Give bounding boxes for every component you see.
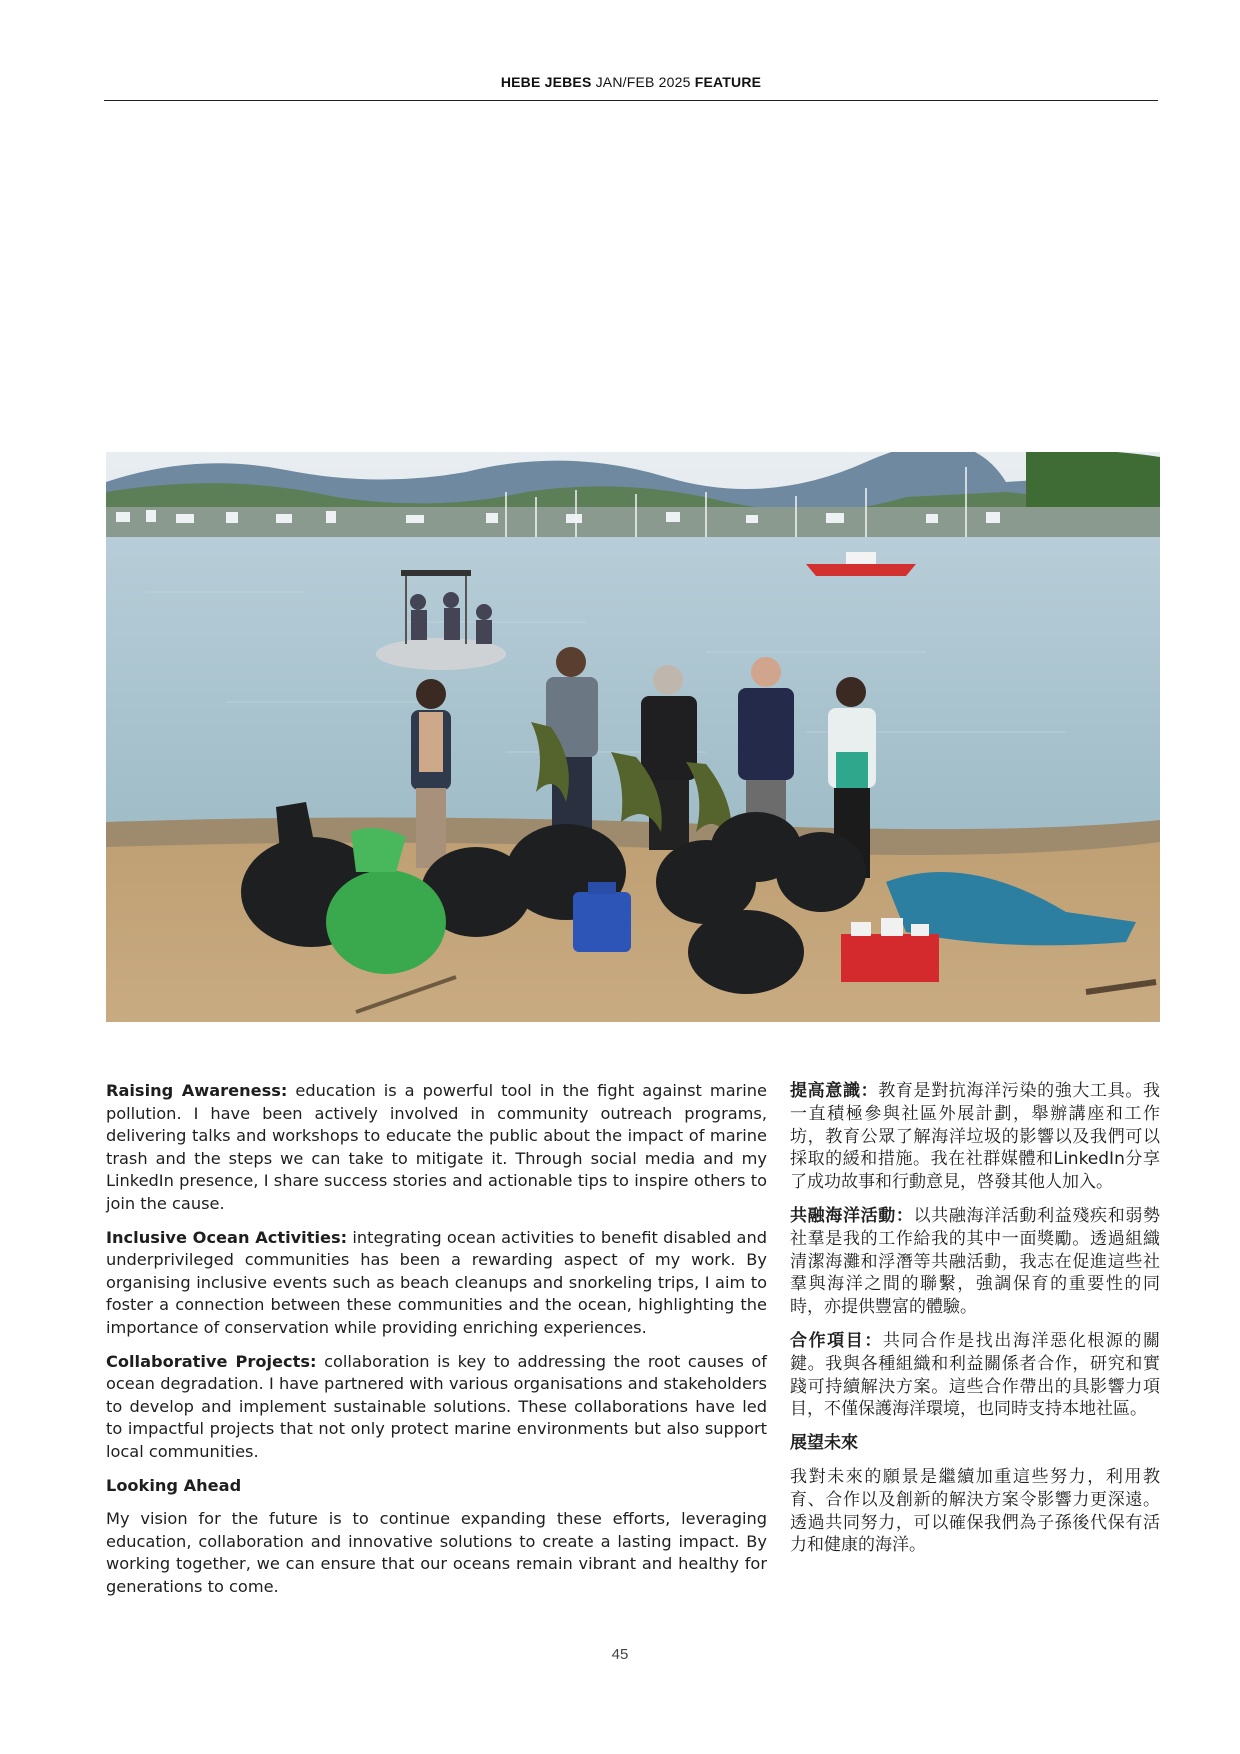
beach-cleanup-photo-icon	[106, 452, 1160, 1022]
lead-collaborative-projects: Collaborative Projects:	[106, 1351, 317, 1371]
paragraph-collaborative-projects	[106, 1351, 767, 1464]
section-name: FEATURE	[694, 74, 762, 90]
lead-zh-inclusive: 共融海洋活動：	[790, 1205, 914, 1226]
lead-zh-awareness: 提高意識：	[790, 1081, 879, 1101]
paragraph-looking-ahead: My vision for the future is to continue expanding these efforts, leveraging education, collaboration and innovative solutions to create a lasting impact. By working together, we can ensure that our oceans remain vibrant and healthy for generations to come.	[106, 1509, 767, 1596]
paragraph-zh-looking-ahead: 我對未來的願景是繼續加重這些努力，利用教育、合作以及創新的解決方案令影響力更深遠。透過共同努力，可以確保我們為子孫後代保有活力和健康的海洋。	[790, 1466, 1160, 1556]
english-column	[106, 1080, 767, 1609]
paragraph-zh-awareness	[790, 1080, 1160, 1194]
lead-zh-collaborative: 合作項目：	[790, 1330, 883, 1351]
body-zh-collaborative: 共同合作是找出海洋惡化根源的關鍵。我與各種組織和利益關係者合作，研究和實踐可持續解決方案。這些合作帶出的具影響力項目，不僅保護海洋環境，也同時支持本地社區。	[790, 1330, 1161, 1420]
running-header	[104, 74, 1158, 90]
body-inclusive-ocean: integrating ocean activities to benefit disabled and underprivileged communities has been a rewarding aspect of my work. By organising inclusive events such as beach cleanups and snorkeling trips, I aim to foster a connection between these communities and the ocean, highlighting the importance of conservation while providing enriching experiences.	[106, 1227, 767, 1337]
paragraph-zh-inclusive	[790, 1205, 1160, 1319]
subhead-looking-ahead: Looking Ahead	[106, 1475, 242, 1495]
chinese-column	[790, 1080, 1160, 1568]
paragraph-raising-awareness	[106, 1080, 767, 1216]
publication-name: HEBE JEBES	[500, 74, 592, 90]
header-rule	[104, 100, 1158, 101]
body-collaborative-projects: collaboration is key to addressing the root causes of ocean degradation. I have partnered with various organisations and stakeholders to develop and implement sustainable solutions. These collaborations have led to impactful projects that not only protect marine environments but also support local communities.	[106, 1351, 767, 1461]
lead-inclusive-ocean: Inclusive Ocean Activities:	[106, 1227, 348, 1247]
page-number: 45	[611, 1646, 629, 1663]
body-zh-inclusive: 以共融海洋活動利益殘疾和弱勢社羣是我的工作給我的其中一面獎勵。透過組織清潔海灘和浮潛等共融活動，我志在促進這些社羣與海洋之間的聯繫，強調保育的重要性的同時，亦提供豐富的體驗。	[790, 1205, 1161, 1318]
body-raising-awareness: education is a powerful tool in the fight against marine pollution. I have been actively involved in community outreach programs, delivering talks and workshops to educate the public about the impact of marine trash and the steps we can take to mitigate it. Through social media and my LinkedIn presence, I share success stories and actionable tips to inspire others to join the cause.	[106, 1081, 767, 1213]
paragraph-inclusive-ocean	[106, 1227, 767, 1340]
issue-date: JAN/FEB 2025	[595, 74, 691, 90]
subhead-zh-looking-ahead: 展望未來	[790, 1433, 858, 1454]
body-zh-awareness: 教育是對抗海洋污染的強大工具。我一直積極參與社區外展計劃，舉辦講座和工作坊，教育公眾了解海洋垃圾的影響以及我們可以採取的緩和措施。我在社群媒體和LinkedIn分享了成功故事和行動意見，啓發其他人加入。	[790, 1081, 1160, 1193]
paragraph-zh-collaborative	[790, 1330, 1160, 1421]
beach-cleanup-photo	[106, 452, 1160, 1022]
lead-raising-awareness: Raising Awareness:	[106, 1081, 288, 1100]
